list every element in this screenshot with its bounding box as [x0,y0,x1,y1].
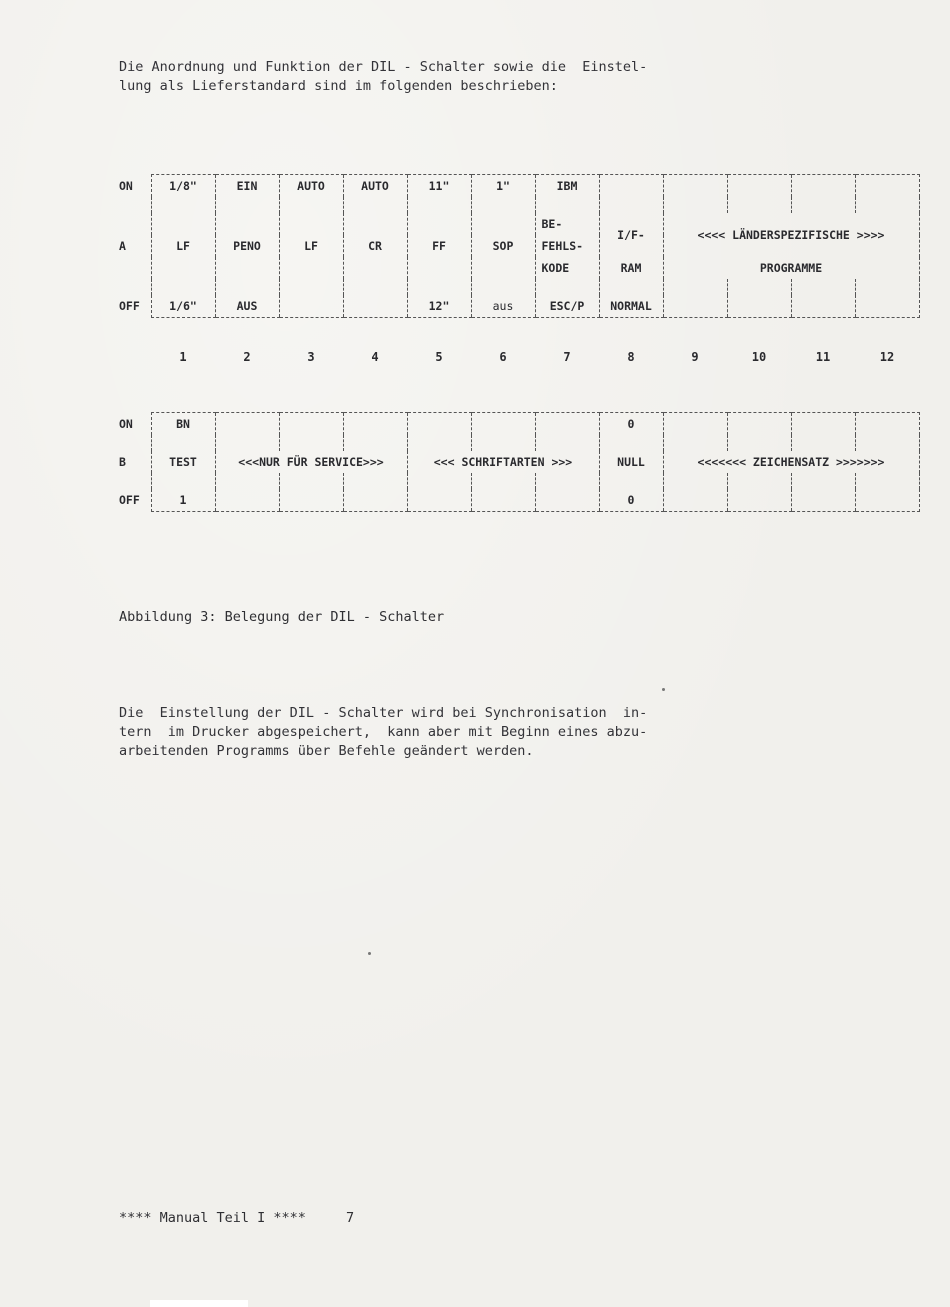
switch-b3-on [279,413,343,436]
switch-b5-on [407,413,471,436]
switch-a9-off [663,295,727,318]
function-b5-7: <<< SCHRIFTARTEN >>> [407,451,599,473]
switch-number: 10 [751,350,767,364]
switch-a11-on [791,175,855,198]
switch-number: 11 [815,350,831,364]
switch-number: 8 [627,350,635,364]
scan-speck [368,952,371,955]
switch-a9-on [663,175,727,198]
switch-number: 3 [307,350,315,364]
row-on-a [119,175,919,198]
page-number: 7 [345,1210,355,1226]
switch-b3-off [279,489,343,512]
row-label-b: B [119,455,126,469]
switch-number: 12 [879,350,895,364]
switch-a2-off: AUS [215,295,279,318]
switch-b4-on [343,413,407,436]
function-a7-line1: BE- [535,213,599,235]
switch-a8-on [599,175,663,198]
function-a7-line2: FEHLS- [535,235,599,257]
switch-b1-off: 1 [151,489,215,512]
switch-b5-off [407,489,471,512]
switch-b8-off: 0 [599,489,663,512]
switch-b12-off [855,489,919,512]
function-a8-line2: RAM [599,257,663,279]
switch-a4-on: AUTO [343,175,407,198]
footer-label: **** Manual Teil I **** [119,1210,306,1226]
switch-a8-off: NORMAL [599,295,663,318]
switch-b6-off [471,489,535,512]
switch-a11-off [791,295,855,318]
body-paragraph [119,704,839,761]
body-line-1: Die Einstellung der DIL - Schalter wird bei Synchronisation in- [119,705,648,721]
function-a8-line1: I/F- [599,213,663,257]
switch-a12-on [855,175,919,198]
body-line-3: arbeitenden Programms über Befehle geändert werden. [119,743,534,759]
row-label-on: ON [119,416,133,431]
function-b1: TEST [151,451,215,473]
switch-b10-on [727,413,791,436]
body-line-2: tern im Drucker abgespeichert, kann aber mit Beginn eines abzu- [119,724,648,740]
function-a5: FF [407,213,471,279]
switch-a3-on: AUTO [279,175,343,198]
switch-b4-off [343,489,407,512]
intro-line-1: Die Anordnung und Funktion der DIL - Schalter sowie die Einstel- [119,59,648,75]
switch-number: 1 [179,350,187,364]
switch-a7-on: IBM [535,175,599,198]
switch-b6-on [471,413,535,436]
switch-a5-on: 11" [407,175,471,198]
function-a7-line3: KODE [535,257,599,279]
function-b2-4: <<<NUR FÜR SERVICE>>> [215,451,407,473]
switch-a12-off [855,295,919,318]
switch-a6-on: 1" [471,175,535,198]
intro-line-2: lung als Lieferstandard sind im folgenden beschrieben: [119,78,558,94]
function-a6: SOP [471,213,535,279]
dil-switch-table-b [119,412,920,512]
row-label-off: OFF [119,493,140,508]
row-label-off: OFF [119,299,140,314]
switch-number: 4 [371,350,379,364]
function-a2: PENO [215,213,279,279]
function-b9-12: <<<<<<< ZEICHENSATZ >>>>>>> [663,451,919,473]
switch-a5-off: 12" [407,295,471,318]
switch-number: 7 [563,350,571,364]
switch-a10-on [727,175,791,198]
scan-speck [662,688,665,691]
function-a9-12-line2: PROGRAMME [663,257,919,279]
switch-b1-on: BN [151,413,215,436]
row-off-a [119,295,919,318]
row-label-on: ON [119,178,133,193]
row-on-b [119,413,919,436]
function-a3: LF [279,213,343,279]
function-b8: NULL [599,451,663,473]
switch-b7-on [535,413,599,436]
switch-a10-off [727,295,791,318]
row-function-a1 [119,213,919,235]
row-label-a: A [119,239,126,253]
switch-b12-on [855,413,919,436]
switch-number: 5 [435,350,443,364]
switch-b7-off [535,489,599,512]
switch-b9-on [663,413,727,436]
switch-b2-on [215,413,279,436]
switch-number: 9 [691,350,699,364]
switch-a3-off [279,295,343,318]
switch-a6-off: aus [471,295,535,318]
function-a4: CR [343,213,407,279]
switch-a1-off: 1/6" [151,295,215,318]
function-a9-12-line1: <<<< LÄNDERSPEZIFISCHE >>>> [663,213,919,257]
switch-a2-on: EIN [215,175,279,198]
switch-a1-on: 1/8" [151,175,215,198]
switch-a7-off: ESC/P [535,295,599,318]
switch-b11-off [791,489,855,512]
switch-number: 6 [499,350,507,364]
switch-number-row [151,350,919,364]
row-function-b [119,451,919,473]
switch-b11-on [791,413,855,436]
intro-paragraph [119,58,839,96]
dil-switch-table-a [119,174,920,318]
paper-edge-strip [150,1300,248,1307]
function-a1: LF [151,213,215,279]
switch-b8-on: 0 [599,413,663,436]
switch-b9-off [663,489,727,512]
switch-number: 2 [243,350,251,364]
switch-b10-off [727,489,791,512]
row-off-b [119,489,919,512]
switch-b2-off [215,489,279,512]
switch-a4-off [343,295,407,318]
figure-caption: Abbildung 3: Belegung der DIL - Schalter [119,609,445,625]
page-footer [119,1210,354,1226]
